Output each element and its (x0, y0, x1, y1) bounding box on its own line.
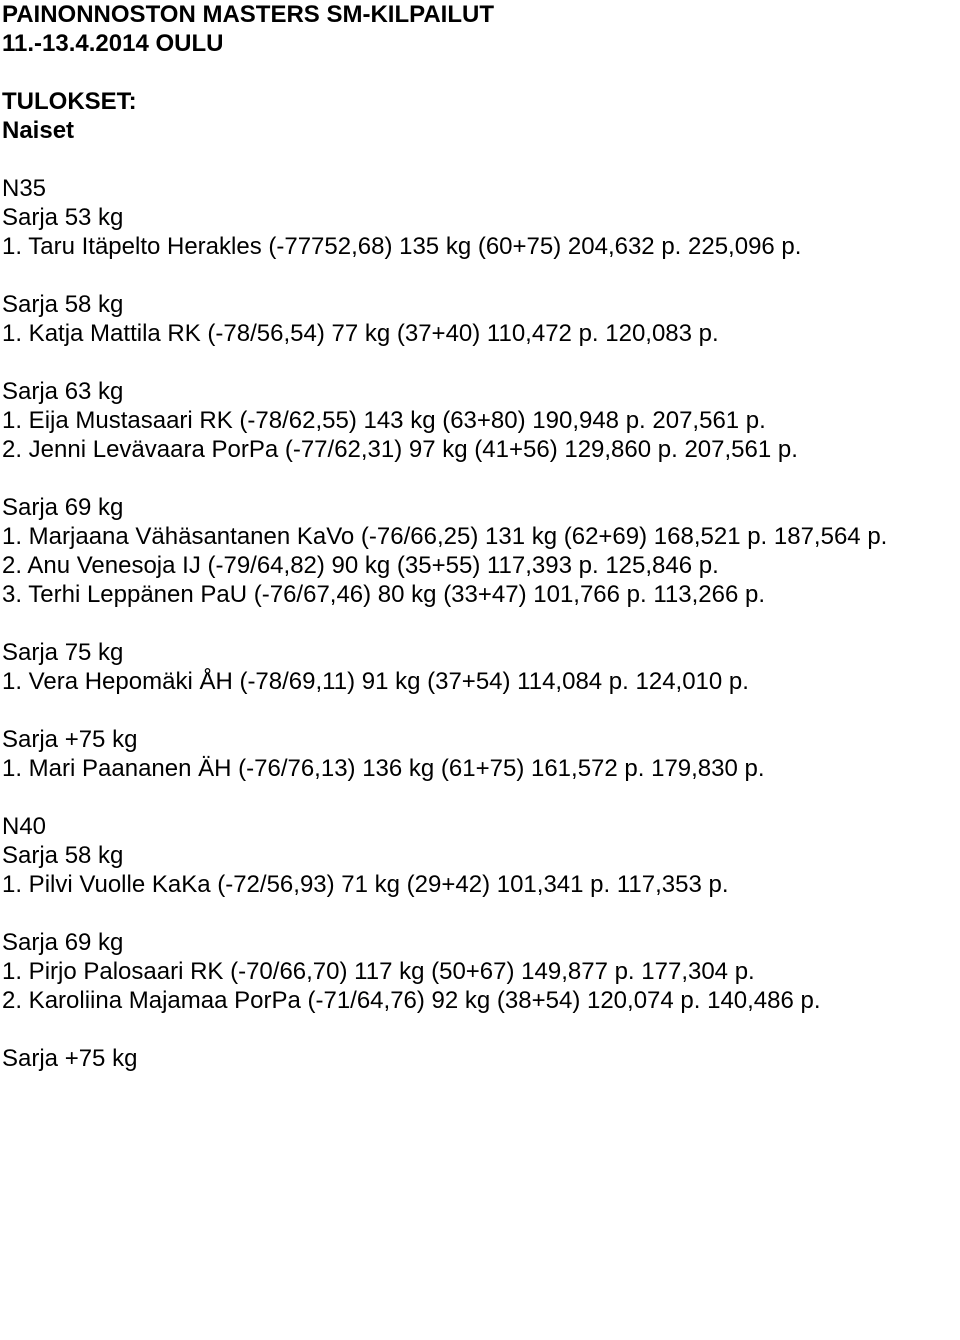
blank-line (2, 899, 952, 928)
age-group-heading: N40 (2, 813, 47, 840)
competition-title: PAINONNOSTON MASTERS SM-KILPAILUT (2, 1, 494, 28)
result-line: 1. Pilvi Vuolle KaKa (-72/56,93) 71 kg (29+42) 101,341 p. 117,353 p. (2, 871, 729, 898)
blank-line (2, 58, 952, 87)
weight-class-heading: Sarja 69 kg (2, 929, 124, 956)
gender-heading: Naiset (2, 117, 75, 144)
result-line: 2. Anu Venesoja IJ (-79/64,82) 90 kg (35+55) 117,393 p. 125,846 p. (2, 552, 719, 579)
result-line: 2. Jenni Levävaara PorPa (-77/62,31) 97 kg (41+56) 129,860 p. 207,561 p. (2, 436, 798, 463)
weight-class-heading: Sarja 75 kg (2, 639, 124, 666)
results-document (2, 0, 952, 1073)
results-heading: TULOKSET: (2, 88, 137, 115)
blank-line (2, 696, 952, 725)
blank-line (2, 609, 952, 638)
result-line: 1. Mari Paananen ÄH (-76/76,13) 136 kg (61+75) 161,572 p. 179,830 p. (2, 755, 765, 782)
blank-line (2, 783, 952, 812)
result-line: 1. Taru Itäpelto Herakles (-77752,68) 135 kg (60+75) 204,632 p. 225,096 p. (2, 233, 802, 260)
competition-date-location: 11.-13.4.2014 OULU (2, 30, 224, 57)
result-line: 1. Vera Hepomäki ÅH (-78/69,11) 91 kg (37+54) 114,084 p. 124,010 p. (2, 668, 749, 695)
result-line: 1. Marjaana Vähäsantanen KaVo (-76/66,25) 131 kg (62+69) 168,521 p. 187,564 p. (2, 523, 888, 550)
weight-class-heading: Sarja 69 kg (2, 494, 124, 521)
age-group-heading: N35 (2, 175, 47, 202)
result-line: 1. Pirjo Palosaari RK (-70/66,70) 117 kg (50+67) 149,877 p. 177,304 p. (2, 958, 755, 985)
weight-class-heading: Sarja 63 kg (2, 378, 124, 405)
blank-line (2, 348, 952, 377)
weight-class-heading: Sarja 58 kg (2, 291, 124, 318)
weight-class-heading: Sarja 58 kg (2, 842, 124, 869)
result-line: 2. Karoliina Majamaa PorPa (-71/64,76) 92 kg (38+54) 120,074 p. 140,486 p. (2, 987, 821, 1014)
blank-line (2, 145, 952, 174)
result-line: 1. Katja Mattila RK (-78/56,54) 77 kg (37+40) 110,472 p. 120,083 p. (2, 320, 719, 347)
result-line: 3. Terhi Leppänen PaU (-76/67,46) 80 kg (33+47) 101,766 p. 113,266 p. (2, 581, 766, 608)
weight-class-heading: Sarja +75 kg (2, 726, 138, 753)
result-line: 1. Eija Mustasaari RK (-78/62,55) 143 kg (63+80) 190,948 p. 207,561 p. (2, 407, 766, 434)
weight-class-heading: Sarja 53 kg (2, 204, 124, 231)
blank-line (2, 464, 952, 493)
blank-line (2, 261, 952, 290)
blank-line (2, 1015, 952, 1044)
weight-class-heading: Sarja +75 kg (2, 1045, 138, 1072)
